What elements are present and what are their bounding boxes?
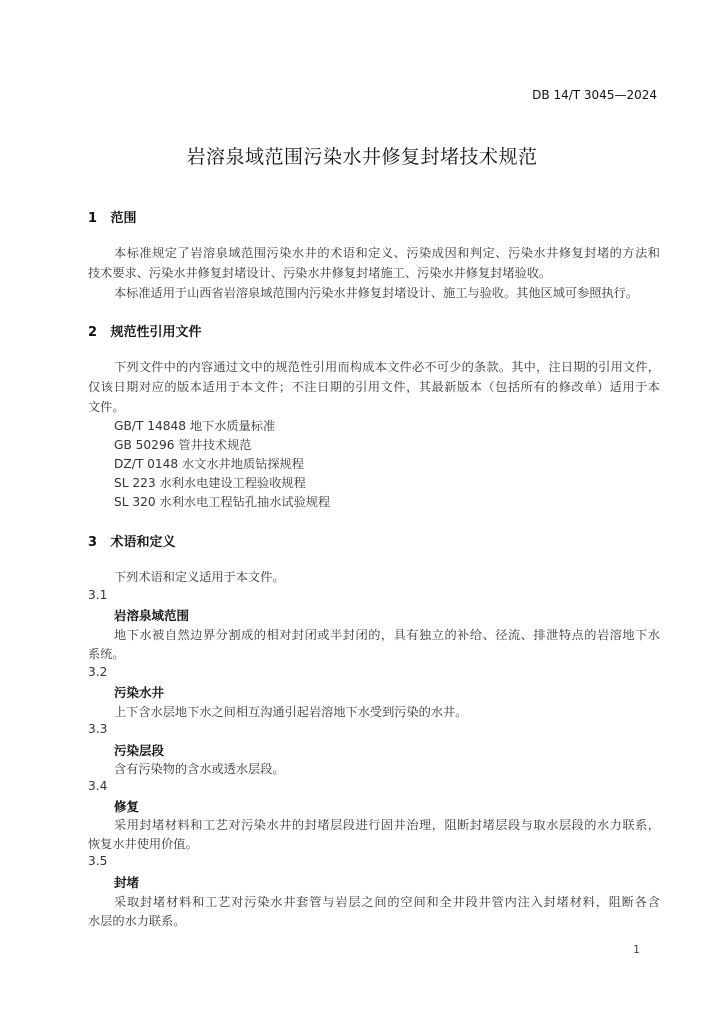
- paragraph-line: 本标准规定了岩溶泉域范围污染水井的术语和定义、污染成因和判定、污染水井修复封堵的方法和: [114, 246, 660, 260]
- term-number: 3.3: [88, 722, 108, 736]
- section-title: 范围: [110, 211, 137, 226]
- paragraph-line: 下列文件中的内容通过文中的规范性引用而构成本文件必不可少的条款。其中，注日期的引用文件，: [114, 360, 660, 374]
- paragraph-line: 文件。: [88, 400, 125, 414]
- section-number: 3: [88, 535, 98, 550]
- term-name: 修复: [114, 799, 140, 814]
- term-number: 3.4: [88, 779, 108, 793]
- section-title: 规范性引用文件: [110, 325, 202, 340]
- reference-item: DZ/T 0148 水文水井地质钻探规程: [114, 457, 304, 471]
- paragraph-line: 技术要求、污染水井修复封堵设计、污染水井修复封堵施工、污染水井修复封堵验收。: [88, 266, 552, 280]
- section-number: 2: [88, 325, 98, 340]
- term-definition-line: 含有污染物的含水或透水层段。: [114, 762, 285, 776]
- term-definition-line: 上下含水层地下水之间相互沟通引起岩溶地下水受到污染的水井。: [114, 705, 468, 719]
- paragraph-line: 下列术语和定义适用于本文件。: [114, 570, 285, 584]
- term-definition-line: 水层的水力联系。: [88, 914, 186, 928]
- term-definition-line: 地下水被自然边界分割成的相对封闭或半封闭的，具有独立的补给、径流、排泄特点的岩溶地下水: [114, 628, 660, 642]
- section-heading-normative-references: [88, 321, 202, 340]
- page-number: 1: [633, 943, 640, 956]
- reference-item: SL 223 水利水电建设工程验收规程: [114, 476, 306, 490]
- reference-item: GB/T 14848 地下水质量标准: [114, 419, 276, 433]
- standard-number: DB 14/T 3045—2024: [532, 88, 657, 102]
- section-heading-terms: [88, 531, 176, 550]
- term-definition-line: 恢复水井使用价值。: [88, 837, 198, 851]
- section-heading-scope: [88, 207, 137, 226]
- term-definition-line: 采取封堵材料和工艺对污染水井套管与岩层之间的空间和全井段井管内注入封堵材料，阻断各含: [114, 895, 660, 909]
- document-title: 岩溶泉域范围污染水井修复封堵技术规范: [186, 146, 538, 168]
- term-number: 3.1: [88, 588, 108, 602]
- term-name: 污染水井: [114, 685, 165, 700]
- term-name: 岩溶泉域范围: [114, 608, 190, 623]
- term-name: 封堵: [114, 875, 140, 890]
- term-definition-line: 采用封堵材料和工艺对污染水井的封堵层段进行固井治理，阻断封堵层段与取水层段的水力联系，: [114, 818, 660, 832]
- term-definition-line: 系统。: [88, 647, 125, 661]
- reference-item: SL 320 水利水电工程钻孔抽水试验规程: [114, 495, 331, 509]
- term-number: 3.2: [88, 665, 108, 679]
- section-number: 1: [88, 211, 98, 226]
- section-title: 术语和定义: [110, 535, 176, 550]
- reference-item: GB 50296 管井技术规范: [114, 438, 252, 452]
- term-number: 3.5: [88, 854, 108, 868]
- paragraph-line: 仅该日期对应的版本适用于本文件；不注日期的引用文件，其最新版本（包括所有的修改单）适用于本: [88, 380, 660, 394]
- paragraph-line: 本标准适用于山西省岩溶泉域范围内污染水井修复封堵设计、施工与验收。其他区域可参照执行。: [114, 286, 639, 300]
- term-name: 污染层段: [114, 743, 165, 758]
